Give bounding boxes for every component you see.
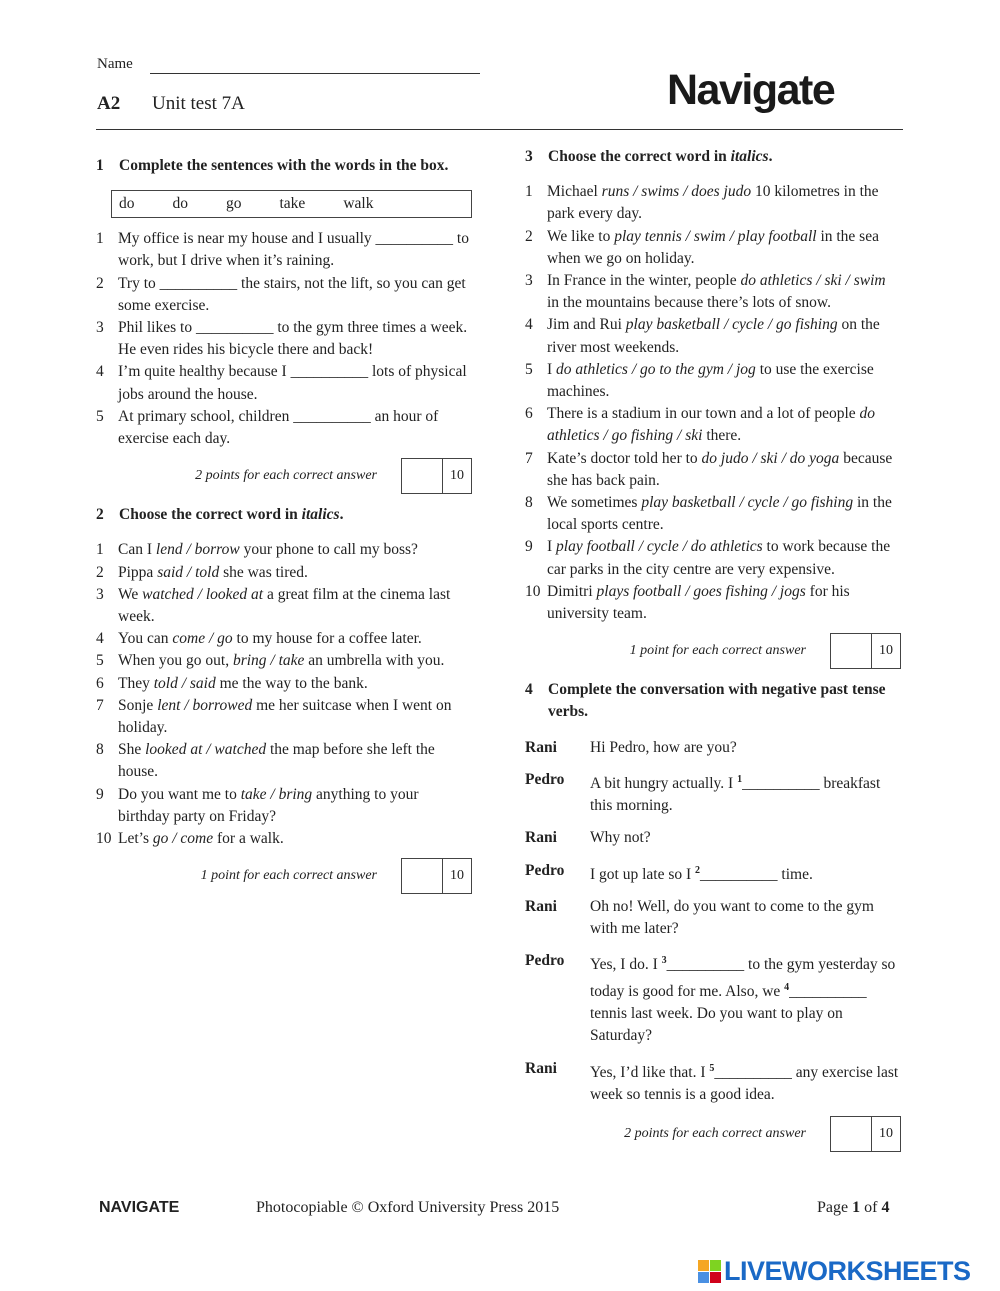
q4-score-input[interactable] <box>831 1117 872 1151</box>
item-number: 2 <box>96 274 104 292</box>
item-number: 5 <box>96 652 104 670</box>
choice-options[interactable]: runs / swims / does judo <box>601 183 752 201</box>
item-text: Sonje lent / borrowed me her suitcase when I went on holiday. <box>118 696 452 737</box>
choice-options[interactable]: watched / looked at <box>142 585 264 603</box>
dialogue-line <box>525 769 901 818</box>
gap-number: 1 <box>737 773 743 785</box>
q1-number: 1 <box>96 157 104 174</box>
dialogue-line <box>525 737 901 759</box>
word-box-word: do <box>172 195 188 213</box>
speaker-text[interactable]: Yes, I do. I $^3$__________ to the gym yesterday so today is good for me. Also, we $^4$__________ tennis last week. Do you want to play on Saturday? <box>590 955 896 1045</box>
q2-score-label: 1 point for each correct answer <box>200 868 377 884</box>
speaker-name: Pedro <box>525 861 565 879</box>
item-number: 10 <box>96 830 112 848</box>
q3-title <box>525 146 901 168</box>
item-number: 2 <box>525 227 533 245</box>
q2-item <box>96 584 472 628</box>
q3-item <box>525 181 901 225</box>
speaker-text[interactable]: A bit hungry actually. I $^1$__________ breakfast this morning. <box>590 773 881 815</box>
q1-score-label: 2 points for each correct answer <box>195 468 377 484</box>
q2-item <box>96 784 472 828</box>
logo-square <box>698 1272 709 1283</box>
q3-score-label: 1 point for each correct answer <box>629 643 806 659</box>
q3-item <box>525 359 901 403</box>
logo-square <box>710 1260 721 1271</box>
item-text: Kate’s doctor told her to do judo / ski / do yoga because she has back pain. <box>547 449 893 489</box>
header-divider <box>96 129 903 130</box>
logo-square <box>698 1260 709 1271</box>
speaker-name: Rani <box>525 898 557 915</box>
unit-title: Unit test 7A <box>152 93 245 114</box>
logo-square <box>710 1272 721 1283</box>
choice-options[interactable]: come / go <box>172 630 233 648</box>
item-number: 1 <box>525 183 533 201</box>
q1-score-input[interactable] <box>402 459 443 493</box>
item-text: We sometimes play basketball / cycle / go fishing in the local sports centre. <box>547 494 892 534</box>
choice-options[interactable]: told / said <box>153 674 216 692</box>
q2-item <box>96 562 472 584</box>
word-box <box>111 190 472 218</box>
q2-number: 2 <box>96 506 104 524</box>
q4-score-label: 2 points for each correct answer <box>624 1125 806 1141</box>
choice-options[interactable]: lent / borrowed <box>157 696 253 714</box>
dialogue-line <box>525 827 901 849</box>
item-text: Dimitri plays football / goes fishing / jogs for his university team. <box>547 582 850 623</box>
q2-score-max: 10 <box>450 868 464 884</box>
speaker-name: Rani <box>525 829 557 847</box>
footer-page: Page 1 of 4 <box>817 1199 890 1216</box>
word-box-word: do <box>119 195 135 213</box>
q3-item <box>525 492 901 536</box>
q2-items <box>96 539 472 850</box>
item-text: When you go out, bring / take an umbrella with you. <box>118 652 445 670</box>
choice-options[interactable]: go / come <box>152 830 214 848</box>
word-box-word: go <box>226 195 242 213</box>
q3-item <box>525 403 901 447</box>
q1-score-max: 10 <box>450 468 464 484</box>
item-number: 3 <box>96 319 104 337</box>
q3-score-max: 10 <box>879 643 893 659</box>
dialogue-line <box>525 896 901 940</box>
choice-options[interactable]: play basketball / cycle / go fishing <box>641 494 854 512</box>
item-number: 4 <box>96 363 104 381</box>
liveworksheets-watermark <box>698 1256 971 1287</box>
item-text[interactable]: My office is near my house and I usually __________ to work, but I drive when it’s raining. <box>118 230 469 270</box>
item-number: 3 <box>96 585 104 603</box>
speaker-text[interactable]: I got up late so I $^2$__________ time. <box>590 864 813 883</box>
choice-options[interactable]: looked at / watched <box>145 741 267 759</box>
q2-score <box>96 858 472 894</box>
q4-score-box <box>830 1116 901 1152</box>
q3-item <box>525 536 901 580</box>
item-text: There is a stadium in our town and a lot of people do athletics / go fishing / ski there. <box>547 405 876 445</box>
q2-item <box>96 628 472 650</box>
speaker-text[interactable]: Why not? <box>590 829 651 847</box>
item-number: 1 <box>96 541 104 559</box>
q3-item <box>525 581 901 625</box>
item-number: 7 <box>96 696 104 714</box>
item-number: 9 <box>525 538 533 556</box>
word-box-word: walk <box>343 195 374 213</box>
watermark-text: LIVEWORKSHEETS <box>724 1256 971 1286</box>
item-number: 7 <box>525 449 533 467</box>
item-number: 9 <box>96 785 104 803</box>
item-text: I play football / cycle / do athletics to work because the car parks in the city centre are very expensive. <box>547 538 891 578</box>
item-text: Pippa said / told she was tired. <box>118 563 308 581</box>
item-text: She looked at / watched the map before she left the house. <box>118 741 435 781</box>
choice-options[interactable]: do athletics / go fishing / ski <box>547 405 876 445</box>
item-text[interactable]: Try to __________ the stairs, not the lift, so you can get some exercise. <box>118 274 466 314</box>
item-number: 4 <box>525 316 533 334</box>
item-text: We like to play tennis / swim / play football in the sea when we go on holiday. <box>547 227 879 267</box>
dialogue-line <box>525 1058 901 1107</box>
q3-score-box <box>830 633 901 669</box>
dialogue-line <box>525 860 901 886</box>
q1-item <box>96 228 472 272</box>
q3-score <box>525 633 901 669</box>
q4-title <box>525 679 901 723</box>
q2-item <box>96 673 472 695</box>
dialogue-line <box>525 950 901 1047</box>
choice-options[interactable]: do athletics / go to the gym / jog <box>556 360 756 378</box>
item-text: Let’s go / come for a walk. <box>118 830 284 848</box>
speaker-text[interactable]: Yes, I’d like that. I $^5$__________ any exercise last week so tennis is a good idea. <box>590 1062 899 1103</box>
item-number: 8 <box>96 741 104 759</box>
item-text[interactable]: Phil likes to __________ to the gym three times a week. He even rides his bicycle there and back! <box>118 319 468 359</box>
item-number: 10 <box>525 582 541 600</box>
choice-options[interactable]: play football / cycle / do athletics <box>556 538 763 556</box>
q1-instruction: Complete the sentences with the words in the box. <box>119 157 449 174</box>
speaker-text[interactable]: Hi Pedro, how are you? <box>590 738 737 756</box>
q2-item <box>96 828 472 850</box>
name-field[interactable] <box>150 73 480 74</box>
brand-logo: Navigate <box>667 66 835 114</box>
q3-item <box>525 270 901 314</box>
q1-item <box>96 361 472 405</box>
q4-score-max: 10 <box>879 1125 893 1141</box>
speaker-text[interactable]: Oh no! Well, do you want to come to the gym with me later? <box>590 898 874 938</box>
speaker-name: Pedro <box>525 770 565 788</box>
item-text: I do athletics / go to the gym / jog to use the exercise machines. <box>547 360 874 401</box>
item-number: 8 <box>525 494 533 512</box>
item-number: 3 <box>525 272 533 290</box>
q4-instruction: Complete the conversation with negative past tense verbs. <box>548 681 886 721</box>
q3-items <box>525 181 901 625</box>
q1-score <box>96 458 472 494</box>
item-number: 6 <box>96 674 104 692</box>
item-text: We watched / looked at a great film at the cinema last week. <box>118 585 451 626</box>
gap-number: 2 <box>695 864 701 876</box>
q1-item <box>96 317 472 361</box>
item-number: 1 <box>96 230 104 248</box>
item-text[interactable]: At primary school, children __________ an hour of exercise each day. <box>118 407 439 448</box>
item-text: You can come / go to my house for a coffee later. <box>118 630 422 648</box>
q3-number: 3 <box>525 148 533 165</box>
q3-instruction: Choose the correct word in italics. <box>548 148 773 165</box>
q1-item <box>96 406 472 450</box>
item-text: Can I lend / borrow your phone to call my boss? <box>118 541 418 559</box>
word-box-word: take <box>279 195 306 213</box>
gap-number: 5 <box>709 1062 715 1074</box>
right-column <box>525 146 901 1162</box>
item-number: 6 <box>525 405 533 423</box>
q2-item <box>96 739 472 783</box>
q1-title <box>96 155 472 177</box>
item-number: 2 <box>96 563 104 581</box>
gap-number: 3 <box>661 955 667 967</box>
q2-score-box <box>401 858 472 894</box>
choice-options[interactable]: lend / borrow <box>155 541 240 559</box>
q2-title <box>96 504 472 526</box>
speaker-name: Pedro <box>525 952 565 970</box>
speaker-name: Rani <box>525 738 557 756</box>
item-number: 4 <box>96 630 104 648</box>
q2-instruction: Choose the correct word in italics. <box>119 506 344 524</box>
level-label: A2 <box>97 93 121 114</box>
item-number: 5 <box>96 407 104 425</box>
choice-options[interactable]: play tennis / swim / play football <box>614 227 817 245</box>
item-text: Do you want me to take / bring anything to your birthday party on Friday? <box>118 785 419 825</box>
choice-options[interactable]: plays football / goes fishing / jogs <box>596 582 806 600</box>
item-text: In France in the winter, people do athletics / ski / swim in the mountains because there’s lots of snow. <box>547 272 886 312</box>
q2-score-input[interactable] <box>402 859 443 893</box>
item-text: Jim and Rui play basketball / cycle / go fishing on the river most weekends. <box>547 316 880 356</box>
q3-score-input[interactable] <box>831 634 872 668</box>
q2-item <box>96 695 472 739</box>
speaker-name: Rani <box>525 1059 557 1077</box>
q1-item <box>96 273 472 317</box>
q3-item <box>525 226 901 270</box>
choice-options[interactable]: bring / take <box>232 652 305 670</box>
q3-item <box>525 314 901 358</box>
q2-item <box>96 539 472 561</box>
choice-options[interactable]: do judo / ski / do yoga <box>701 449 840 467</box>
choice-options[interactable]: said / told <box>157 563 220 581</box>
q4-score <box>525 1116 901 1152</box>
q4-number: 4 <box>525 681 533 699</box>
footer-brand: NAVIGATE <box>99 1199 180 1216</box>
gap-number: 4 <box>784 981 790 993</box>
item-number: 5 <box>525 360 533 378</box>
choice-options[interactable]: do athletics / ski / swim <box>740 272 886 290</box>
q1-score-box <box>401 458 472 494</box>
footer-copyright: Photocopiable © Oxford University Press 2015 <box>256 1199 560 1216</box>
q2-item <box>96 650 472 672</box>
item-text: Michael runs / swims / does judo 10 kilometres in the park every day. <box>547 183 879 223</box>
left-column <box>96 155 472 904</box>
name-label: Name <box>97 56 133 72</box>
choice-options[interactable]: play basketball / cycle / go fishing <box>625 316 838 334</box>
q3-item <box>525 448 901 492</box>
choice-options[interactable]: take / bring <box>240 785 313 803</box>
liveworksheets-logo-icon <box>698 1260 721 1283</box>
q1-items <box>96 228 472 450</box>
item-text: They told / said me the way to the bank. <box>118 674 368 692</box>
item-text[interactable]: I’m quite healthy because I __________ lots of physical jobs around the house. <box>118 363 467 403</box>
q4-dialogue <box>525 737 901 1106</box>
